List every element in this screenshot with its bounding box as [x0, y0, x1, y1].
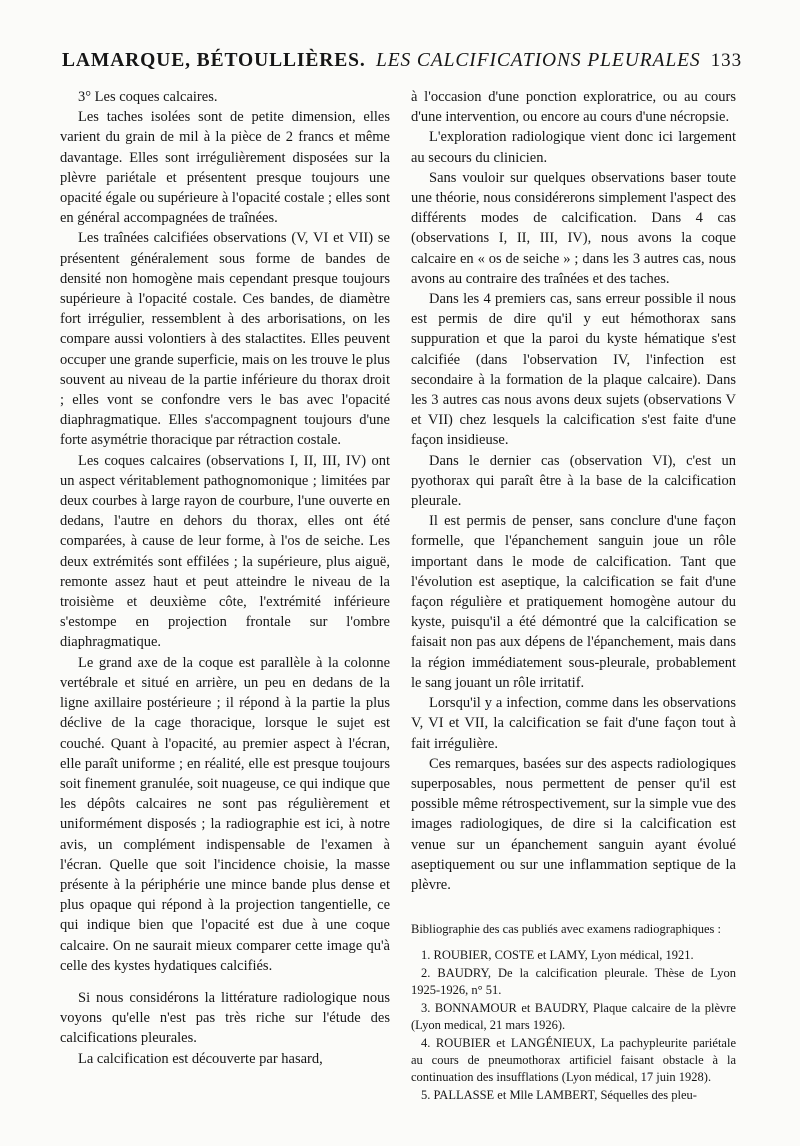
right-column — [411, 87, 736, 1105]
running-header — [62, 50, 742, 72]
paragraph: 3° Les coques calcaires. — [78, 89, 218, 105]
paragraph: Dans les 4 premiers cas, sans erreur possible il nous est permis de dire qu'il y eut hémothorax sans suppuration et que la paroi du kyste hématique s'est calcifiée (dans l'observation IV, l'infection est secondaire à la formation de la plaque calcaire). Dans les 3 autres cas nous avons deux sujets (observations V et VII) chez lesquels la calcification s'est faite d'une façon insidieuse. — [411, 291, 736, 449]
bibliography-title — [411, 921, 736, 939]
paragraph: Ces remarques, basées sur des aspects radiologiques superposables, nous permettent de penser qu'il est possible même rétrospectivement, sur la simple vue des images radiologiques, de dire si la calcification est venue sur un épanchement sanguin ayant évolué aseptiquement ou sur une inflammation septique de la plèvre. — [411, 755, 736, 893]
paragraph: Lorsqu'il y a infection, comme dans les observations V, VI et VII, la calcification se fait d'une façon tout à fait irrégulière. — [411, 695, 736, 752]
paragraph: Les taches isolées sont de petite dimension, elles varient du grain de mil à la pièce de 2 francs et même davantage. Elles sont irrégulièrement disposées sur la plèvre pariétale et présentent presque toujours une opacité égale ou supérieure à l'opacité costale ; elles sont en général accompagnées de traînées. — [60, 109, 390, 227]
paragraph: L'exploration radiologique vient donc ici largement au secours du clinicien. — [411, 129, 736, 166]
bibliography-item: 4. ROUBIER et LANGÉNIEUX, La pachypleurite pariétale au cours de pneumothorax artificiel faisant obstacle à la continuation des insufflations (Lyon médical, 17 juin 1928). — [411, 1035, 736, 1084]
paragraph: Le grand axe de la coque est parallèle à la colonne vertébrale et situé en arrière, un peu en dedans de la ligne axillaire postérieure ; il répond à la partie la plus déclive de la cage thoracique, lorsque le sujet est couché. Quant à l'opacité, au premier aspect à l'écran, elle paraît uniforme ; en réalité, elle est presque toujours soit finement granulée, soit nuageuse, ce qui indique que les dépôts calcaires ne sont pas régulièrement et uniformément disposés ; la radiographie est ici, à notre avis, un complément indispensable de l'examen à l'écran. Quelle que soit l'incidence choisie, la masse présente à la périphérie une mince bande plus dense et plus opaque qui répond à la projection tangentielle, ce qui indique bien que l'opacité est due à une coque calcaire. On ne saurait mieux comparer cette image qu'à celle des kystes hydatiques calcifiés. — [60, 654, 390, 974]
bibliography-item: 5. PALLASSE et Mlle LAMBERT, Séquelles des pleu- — [421, 1087, 697, 1102]
header-authors: LAMARQUE, BÉTOULLIÈRES. — [62, 50, 366, 71]
header-title: LES CALCIFICATIONS PLEURALES — [375, 50, 701, 71]
paragraph: Si nous considérons la littérature radiologique nous voyons qu'elle n'est pas très riche sur l'étude des calcifications pleurales. — [60, 989, 390, 1047]
paragraph: Il est permis de penser, sans conclure d'une façon formelle, que l'épanchement sanguin joue un rôle important dans le mode de calcification. Tant que l'évolution est aseptique, la calcification se fait d'une façon régulière et pratiquement homogène autour du kyste, puisqu'il a été démontré que la calcification se faisait non pas aux dépens de l'épanchement, mais dans la région immédiatement sous-pleurale, probablement le sang jouant un rôle irritatif. — [411, 513, 736, 691]
paragraph: Les coques calcaires (observations I, II, III, IV) ont un aspect véritablement pathognomonique ; limitées par deux courbes à large rayon de courbure, l'une ouverte en dedans, l'autre en dehors du thorax, elles ont été comparées, à cause de leur forme, à l'os de seiche. Les deux extrémités sont effilées ; la supérieure, plus aiguë, remonte assez haut et peut atteindre le niveau de la troisième et deuxième côte, l'extrémité inférieure s'estompe en projection frontale sur l'ombre diaphragmatique. — [60, 452, 390, 651]
paragraph: Dans le dernier cas (observation VI), c'est un pyothorax qui paraît être à la base de la calcification pleurale. — [411, 452, 736, 510]
bibliography-list — [411, 947, 736, 1104]
bibliography-title-text: Bibliographie des cas publiés avec examens radiographiques : — [411, 922, 721, 937]
paragraph: à l'occasion d'une ponction exploratrice, ou au cours d'une intervention, ou encore au cours d'une nécropsie. — [411, 89, 736, 126]
page-number: 133 — [710, 50, 742, 71]
bibliography-item: 2. BAUDRY, De la calcification pleurale. Thèse de Lyon 1925-1926, n° 51. — [411, 965, 736, 997]
bibliography-item: 3. BONNAMOUR et BAUDRY, Plaque calcaire de la plèvre (Lyon medical, 21 mars 1926). — [411, 1000, 736, 1032]
left-column — [60, 87, 390, 1069]
paragraph: La calcification est découverte par hasard, — [78, 1050, 323, 1067]
paragraph: Sans vouloir sur quelques observations baser toute une théorie, nous considérerons simplement l'aspect des différents modes de calcification. Dans 4 cas (observations I, II, III, IV), nous avons la coque calcaire en « os de seiche » ; dans les 3 autres cas, nous avons au contraire des traînées et des taches. — [411, 169, 736, 287]
paragraph: Les traînées calcifiées observations (V, VI et VII) se présentent généralement sous forme de bandes de densité non homogène mais cependant presque toujours supérieure à l'opacité costale. Ces bandes, de diamètre fort irrégulier, ressemblent à des arborisations, on les compare aussi volontiers à des stalactites. Elles peuvent occuper une grande superficie, mais on les trouve le plus souvent au niveau de la partie inférieure du thorax droit ; elles vont se confondre vers le bas avec l'opacité diaphragmatique. Elles s'accompagnent toujours d'une forte asymétrie thoracique par rétraction costale. — [60, 230, 390, 449]
bibliography-item: 1. ROUBIER, COSTE et LAMY, Lyon médical, 1921. — [421, 947, 694, 962]
